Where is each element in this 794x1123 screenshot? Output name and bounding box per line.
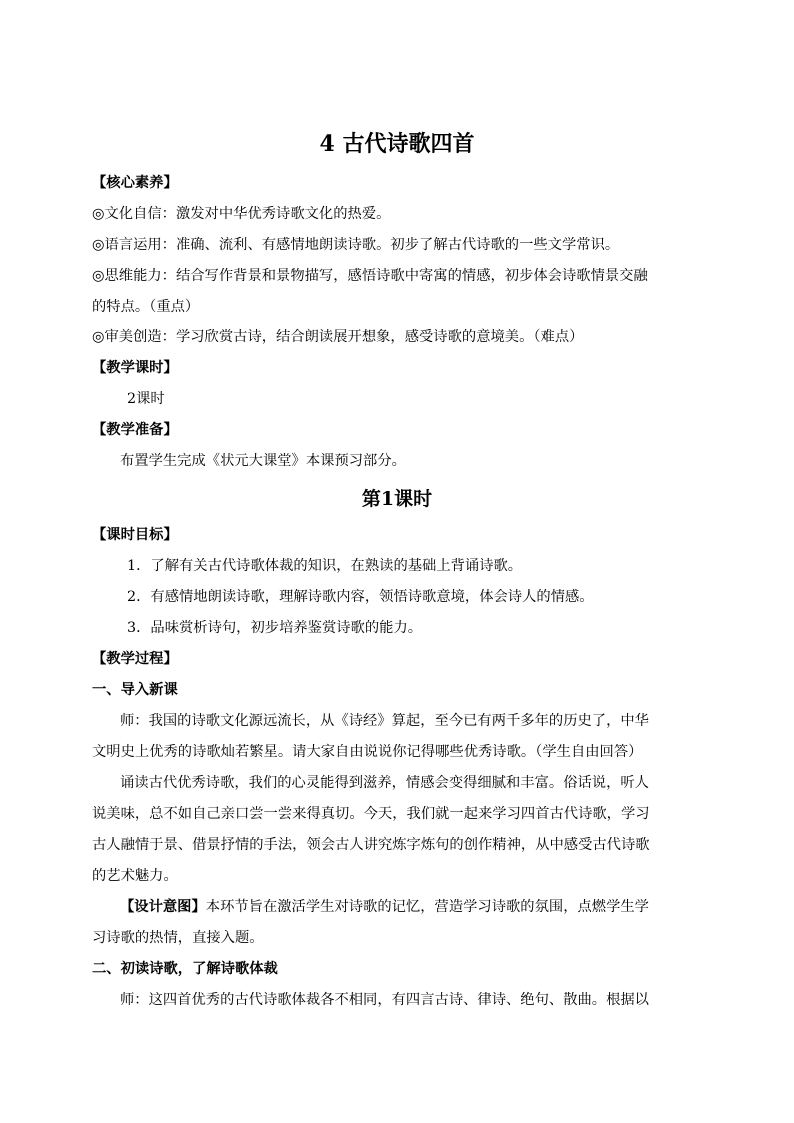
design-intent-text: 本环节旨在激活学生对诗歌的记忆，营造学习诗歌的氛围，点燃学生学 xyxy=(205,899,649,915)
core-item-language: ◎语言运用：准确、流利、有感情地朗读诗歌。初步了解古代诗歌的一些文学常识。 xyxy=(92,237,620,253)
heading-preparation: 【教学准备】 xyxy=(92,422,178,438)
paragraph-line: 师：这四首优秀的古代诗歌体裁各不相同，有四言古诗、律诗、绝句、散曲。根据以 xyxy=(120,992,649,1008)
paragraph-line: 的艺术魅力。 xyxy=(92,868,178,884)
objective-item: 1．了解有关古代诗歌体裁的知识，在熟读的基础上背诵诗歌。 xyxy=(127,558,523,574)
heading-core-literacy: 【核心素养】 xyxy=(92,175,178,191)
design-intent-cont: 习诗歌的热情，直接入题。 xyxy=(92,930,264,946)
paragraph-line: 说美味，总不如自己亲口尝一尝来得真切。今天，我们就一起来学习四首古代诗歌，学习 xyxy=(92,806,650,822)
paragraph-line: 师：我国的诗歌文化源远流长，从《诗经》算起，至今已有两千多年的历史了，中华 xyxy=(120,713,649,729)
class-hours-text: 2课时 xyxy=(127,391,165,407)
part1-heading: 一、导入新课 xyxy=(92,682,178,698)
paragraph-line: 文明史上优秀的诗歌灿若繁星。请大家自由说说你记得哪些优秀诗歌。（学生自由回答） xyxy=(92,744,643,760)
heading-class-hours: 【教学课时】 xyxy=(92,360,178,376)
objective-item: 3．品味赏析诗句，初步培养鉴赏诗歌的能力。 xyxy=(127,620,423,636)
core-item-thinking: ◎思维能力：结合写作背景和景物描写，感悟诗歌中寄寓的情感，初步体会诗歌情景交融 xyxy=(92,268,648,284)
core-item-aesthetic: ◎审美创造：学习欣赏古诗，结合朗读展开想象，感受诗歌的意境美。（难点） xyxy=(92,329,584,345)
lesson-title: 第1课时 xyxy=(361,488,433,510)
page-title: 4 古代诗歌四首 xyxy=(319,131,475,157)
heading-objectives: 【课时目标】 xyxy=(92,527,178,543)
heading-teaching-process: 【教学过程】 xyxy=(92,651,178,667)
paragraph-line: 诵读古代优秀诗歌，我们的心灵能得到滋养，情感会变得细腻和丰富。俗话说，听人 xyxy=(120,775,649,791)
objective-item: 2．有感情地朗读诗歌，理解诗歌内容，领悟诗歌意境，体会诗人的情感。 xyxy=(127,589,594,605)
preparation-text: 布置学生完成《状元大课堂》本课预习部分。 xyxy=(120,453,406,469)
paragraph-line: 古人融情于景、借景抒情的手法，领会古人讲究炼字炼句的创作精神，从中感受古代诗歌 xyxy=(92,837,650,853)
design-intent-label: 【设计意图】 xyxy=(120,899,206,915)
core-item-thinking-cont: 的特点。（重点） xyxy=(92,299,200,315)
part2-heading: 二、初读诗歌，了解诗歌体裁 xyxy=(92,961,278,977)
design-intent-line xyxy=(120,896,760,918)
core-item-culture: ◎文化自信：激发对中华优秀诗歌文化的热爱。 xyxy=(92,206,391,222)
